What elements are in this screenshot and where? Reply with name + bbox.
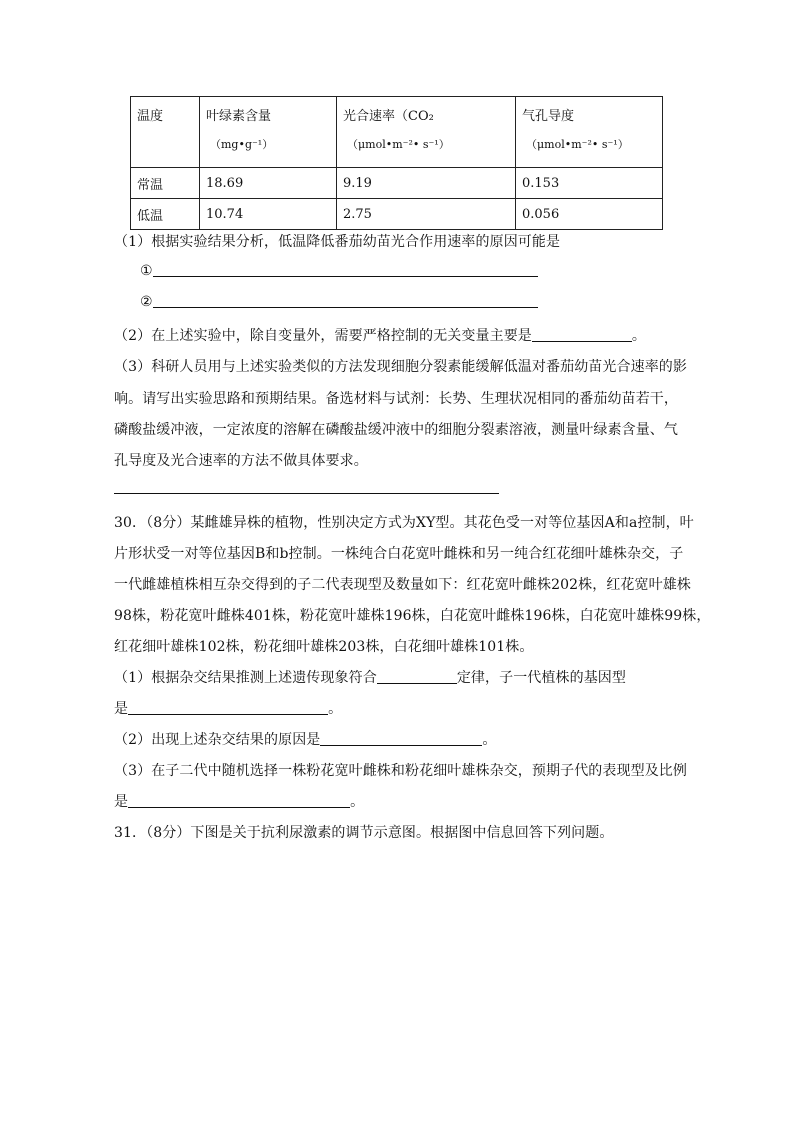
q29-part3-line1: （3）科研人员用与上述实验类似的方法发现细胞分裂素能缓解低温对番茄幼苗光合速率的影 [114, 359, 688, 375]
table-cell: 常温 [131, 168, 200, 199]
q30-stem-line2: 片形状受一对等位基因B和b控制。一株纯合白花宽叶雌株和另一纯合红花细叶雄株杂交，子 [114, 546, 684, 562]
q29-part3-line3: 磷酸盐缓冲液，一定浓度的溶解在磷酸盐缓冲液中的细胞分裂素溶液，测量叶绿素含量、气 [114, 422, 678, 438]
q29-part1: （1）根据实验结果分析，低温降低番茄幼苗光合作用速率的原因可能是 [114, 234, 561, 250]
answer-blank[interactable] [377, 669, 457, 684]
table-cell: 0.056 [516, 199, 663, 230]
table-row [131, 199, 663, 230]
answer-blank[interactable] [153, 293, 538, 308]
q30-stem-line4: 98株，粉花宽叶雌株401株，粉花宽叶雄株196株，白花宽叶雌株196株，白花宽叶雄株99株， [114, 608, 711, 624]
q30-part2: （2）出现上述杂交结果的原因是 。 [114, 732, 497, 748]
table-cell: 9.19 [337, 168, 516, 199]
answer-blank[interactable] [128, 700, 328, 715]
q29-answer-1[interactable] [140, 262, 710, 279]
header-cell: 温度 [131, 97, 200, 168]
q30-stem-line3: 一代雌雄植株相互杂交得到的子二代表现型及数量如下：红花宽叶雌株202株，红花宽叶雄株 [114, 577, 691, 593]
q30-stem-line5: 红花细叶雄株102株，粉花细叶雄株203株，白花细叶雄株101株。 [114, 639, 534, 655]
answer-blank[interactable] [153, 262, 538, 277]
table-cell: 2.75 [337, 199, 516, 230]
table-cell: 18.69 [200, 168, 337, 199]
q30-part3-line2: 是 。 [114, 794, 365, 810]
circled-number: ② [140, 294, 153, 310]
answer-blank[interactable] [320, 731, 482, 746]
table-cell: 0.153 [516, 168, 663, 199]
answer-blank[interactable] [532, 327, 632, 342]
q29-part3-line4: 孔导度及光合速率的方法不做具体要求。 [114, 453, 368, 469]
unit-label: （μmol•m⁻²• s⁻¹） [347, 138, 450, 151]
header-cell: 叶绿素含量 （mg•g⁻¹） [200, 97, 337, 168]
q30-part3-line1: （3）在子二代中随机选择一株粉花宽叶雌株和粉花细叶雄株杂交，预期子代的表现型及比例 [114, 763, 688, 779]
q29-part3-line2: 响。请写出实验思路和预期结果。备选材料与试剂：长势、生理状况相同的番茄幼苗若干， [114, 391, 678, 407]
table-cell: 10.74 [200, 199, 337, 230]
q31-stem: 31．（8分）下图是关于抗利尿激素的调节示意图。根据图中信息回答下列问题。 [114, 825, 614, 841]
q30-stem-line1: 30．（8分）某雌雄异株的植物，性别决定方式为XY型。其花色受一对等位基因A和a控制，叶 [114, 515, 694, 531]
q29-part2: （2）在上述实验中，除自变量外，需要严格控制的无关变量主要是 。 [114, 328, 647, 344]
header-cell: 气孔导度 （μmol•m⁻²• s⁻¹） [516, 97, 663, 168]
answer-blank[interactable] [128, 793, 350, 808]
table-cell: 低温 [131, 199, 200, 230]
header-cell: 光合速率（CO₂ （μmol•m⁻²• s⁻¹） [337, 97, 516, 168]
table-row [131, 168, 663, 199]
q29-answer-2[interactable] [140, 293, 710, 310]
answer-line[interactable] [114, 493, 499, 494]
unit-label: （μmol•m⁻²• s⁻¹） [526, 138, 629, 151]
q30-part1: （1）根据杂交结果推测上述遗传现象符合 定律，子一代植株的基因型 [114, 670, 627, 686]
circled-number: ① [140, 263, 153, 279]
unit-label: （mg•g⁻¹） [210, 138, 274, 151]
table-header-row [131, 97, 663, 168]
q30-part1-line2: 是 。 [114, 701, 343, 717]
data-table [130, 96, 663, 230]
